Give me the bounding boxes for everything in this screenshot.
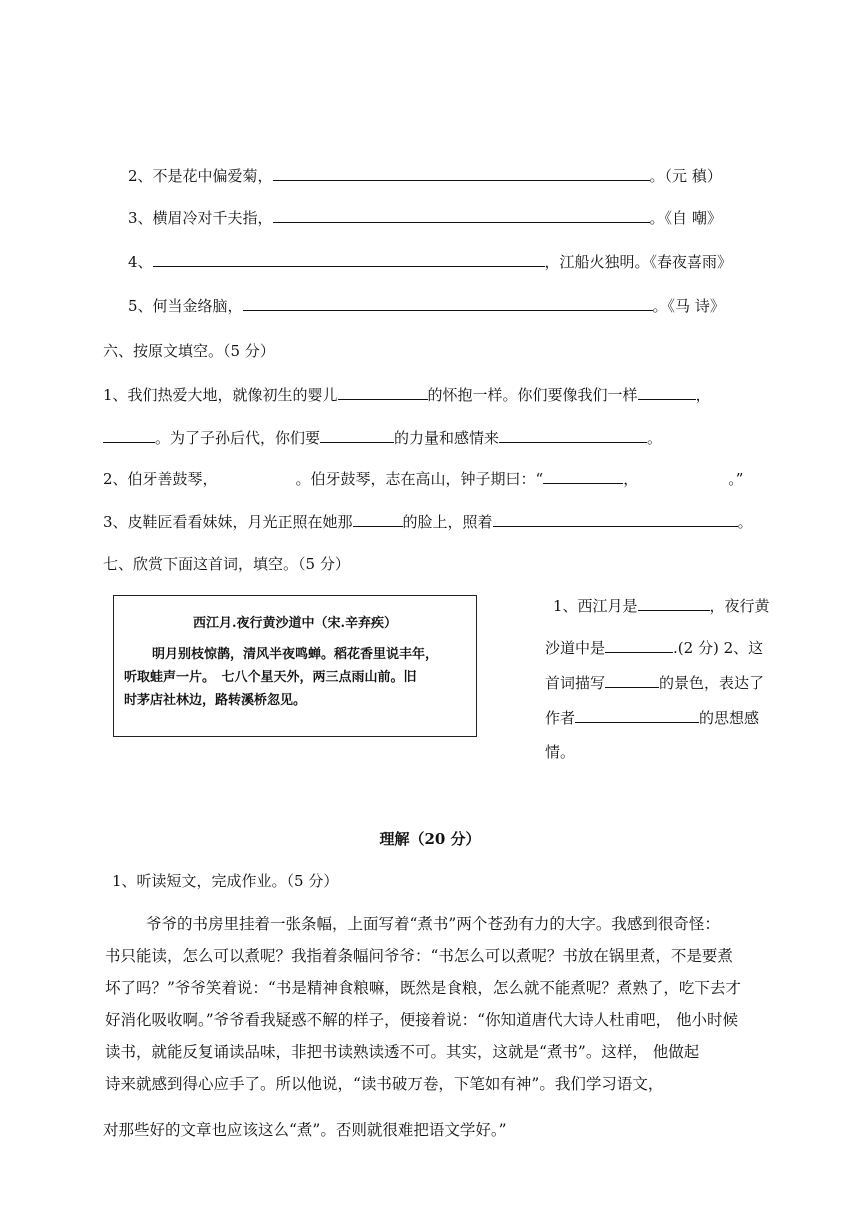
poem-box: [113, 595, 477, 737]
poem-text-line: 听取蛙声一片。 七八个星天外，两三点雨山前。旧: [124, 670, 417, 685]
poem-line-3: 3、横眉冷对千夫指， 。《自 嘲》: [128, 209, 722, 227]
section7-q-line4: 作者 的思想感: [545, 709, 760, 727]
section7-q-line3: 首词描写 的景色，表达了: [545, 674, 765, 692]
paragraph-line: 诗来就感到得心应手了。所以他说，“读书破万卷，下笔如有神”。我们学习语文，: [105, 1075, 664, 1093]
paragraph-line: 对那些好的文章也应该这么“煮”。否则就很难把语文学好。”: [103, 1121, 507, 1139]
paragraph-line: 好消化吸收啊。”爷爷看我疑惑不解的样子，便接着说：“你知道唐代大诗人杜甫吧， 他小时候: [105, 1011, 739, 1029]
answer-blank[interactable]: [638, 596, 710, 611]
paragraph-line: 坏了吗？”爷爷笑着说：“书是精神食粮嘛，既然是食粮，怎么就不能煮呢？煮熟了，吃下去才: [105, 979, 741, 997]
answer-blank[interactable]: [243, 296, 653, 311]
section6-q3: 3、皮鞋匠看看妹妹，月光正照在她那 的脸上，照着 。: [103, 513, 753, 531]
paragraph-line: 读书，就能反复诵读品味，非把书读熟读透不可。其实，这就是“煮书”。这样， 他做起: [105, 1043, 700, 1061]
answer-blank[interactable]: [638, 385, 696, 400]
answer-blank[interactable]: [320, 428, 394, 443]
answer-blank[interactable]: [273, 166, 650, 181]
section6-q2: 2、伯牙善鼓琴， 。伯牙鼓琴，志在高山，钟子期曰：“ ， 。”: [103, 470, 744, 488]
section7-q-line5: 情。: [545, 743, 576, 761]
answer-blank[interactable]: [575, 708, 699, 723]
section6-heading: 六、按原文填空。（5 分）: [103, 342, 275, 360]
paragraph-line: 爷爷的书房里挂着一张条幅，上面写着“煮书”两个苍劲有力的大字。我感到很奇怪：: [146, 915, 720, 933]
comprehension-q1: 1、听读短文，完成作业。（5 分）: [112, 872, 339, 890]
poem-line-4: 4、 ，江船火独明。《春夜喜雨》: [128, 253, 733, 271]
answer-blank[interactable]: [493, 512, 738, 527]
section7-heading: 七、欣赏下面这首词，填空。（5 分）: [103, 555, 350, 573]
section7-q-line1: 1、西江月是 ，夜行黄: [553, 597, 770, 615]
answer-blank[interactable]: [605, 673, 659, 688]
paragraph-line: 书只能读，怎么可以煮呢？我指着条幅问爷爷：“书怎么可以煮呢？书放在锅里煮，不是要煮: [105, 947, 733, 965]
answer-blank[interactable]: [153, 252, 545, 267]
section6-q1-line2: 。为了子孙后代，你们要 的力量和感情来 。: [103, 428, 662, 448]
answer-blank[interactable]: [499, 428, 647, 443]
section6-q1-line1: 1、我们热爱大地，就像初生的婴儿 的怀抱一样。你们要像我们一样 ，: [103, 386, 711, 404]
poem-line-5: 5、何当金络脑， 。《马 诗》: [128, 297, 725, 315]
answer-blank[interactable]: [273, 208, 650, 223]
poem-line-2: 2、不是花中偏爱菊， 。（元 稹）: [128, 167, 722, 185]
comprehension-title: 理解（20 分）: [379, 830, 481, 848]
answer-blank[interactable]: [543, 469, 623, 484]
poem-text-line: 明月别枝惊鹊，清风半夜鸣蝉。稻花香里说丰年，: [152, 647, 439, 662]
answer-blank[interactable]: [338, 385, 428, 400]
answer-blank[interactable]: [103, 428, 155, 443]
answer-blank[interactable]: [605, 638, 673, 653]
section7-q-line2: 沙道中是 .(2 分) 2、这: [545, 639, 764, 657]
poem-text-line: 时茅店社林边，路转溪桥忽见。: [124, 693, 307, 708]
poem-title: 西江月.夜行黄沙道中（宋.辛弃疾）: [192, 616, 398, 631]
answer-blank[interactable]: [353, 512, 403, 527]
